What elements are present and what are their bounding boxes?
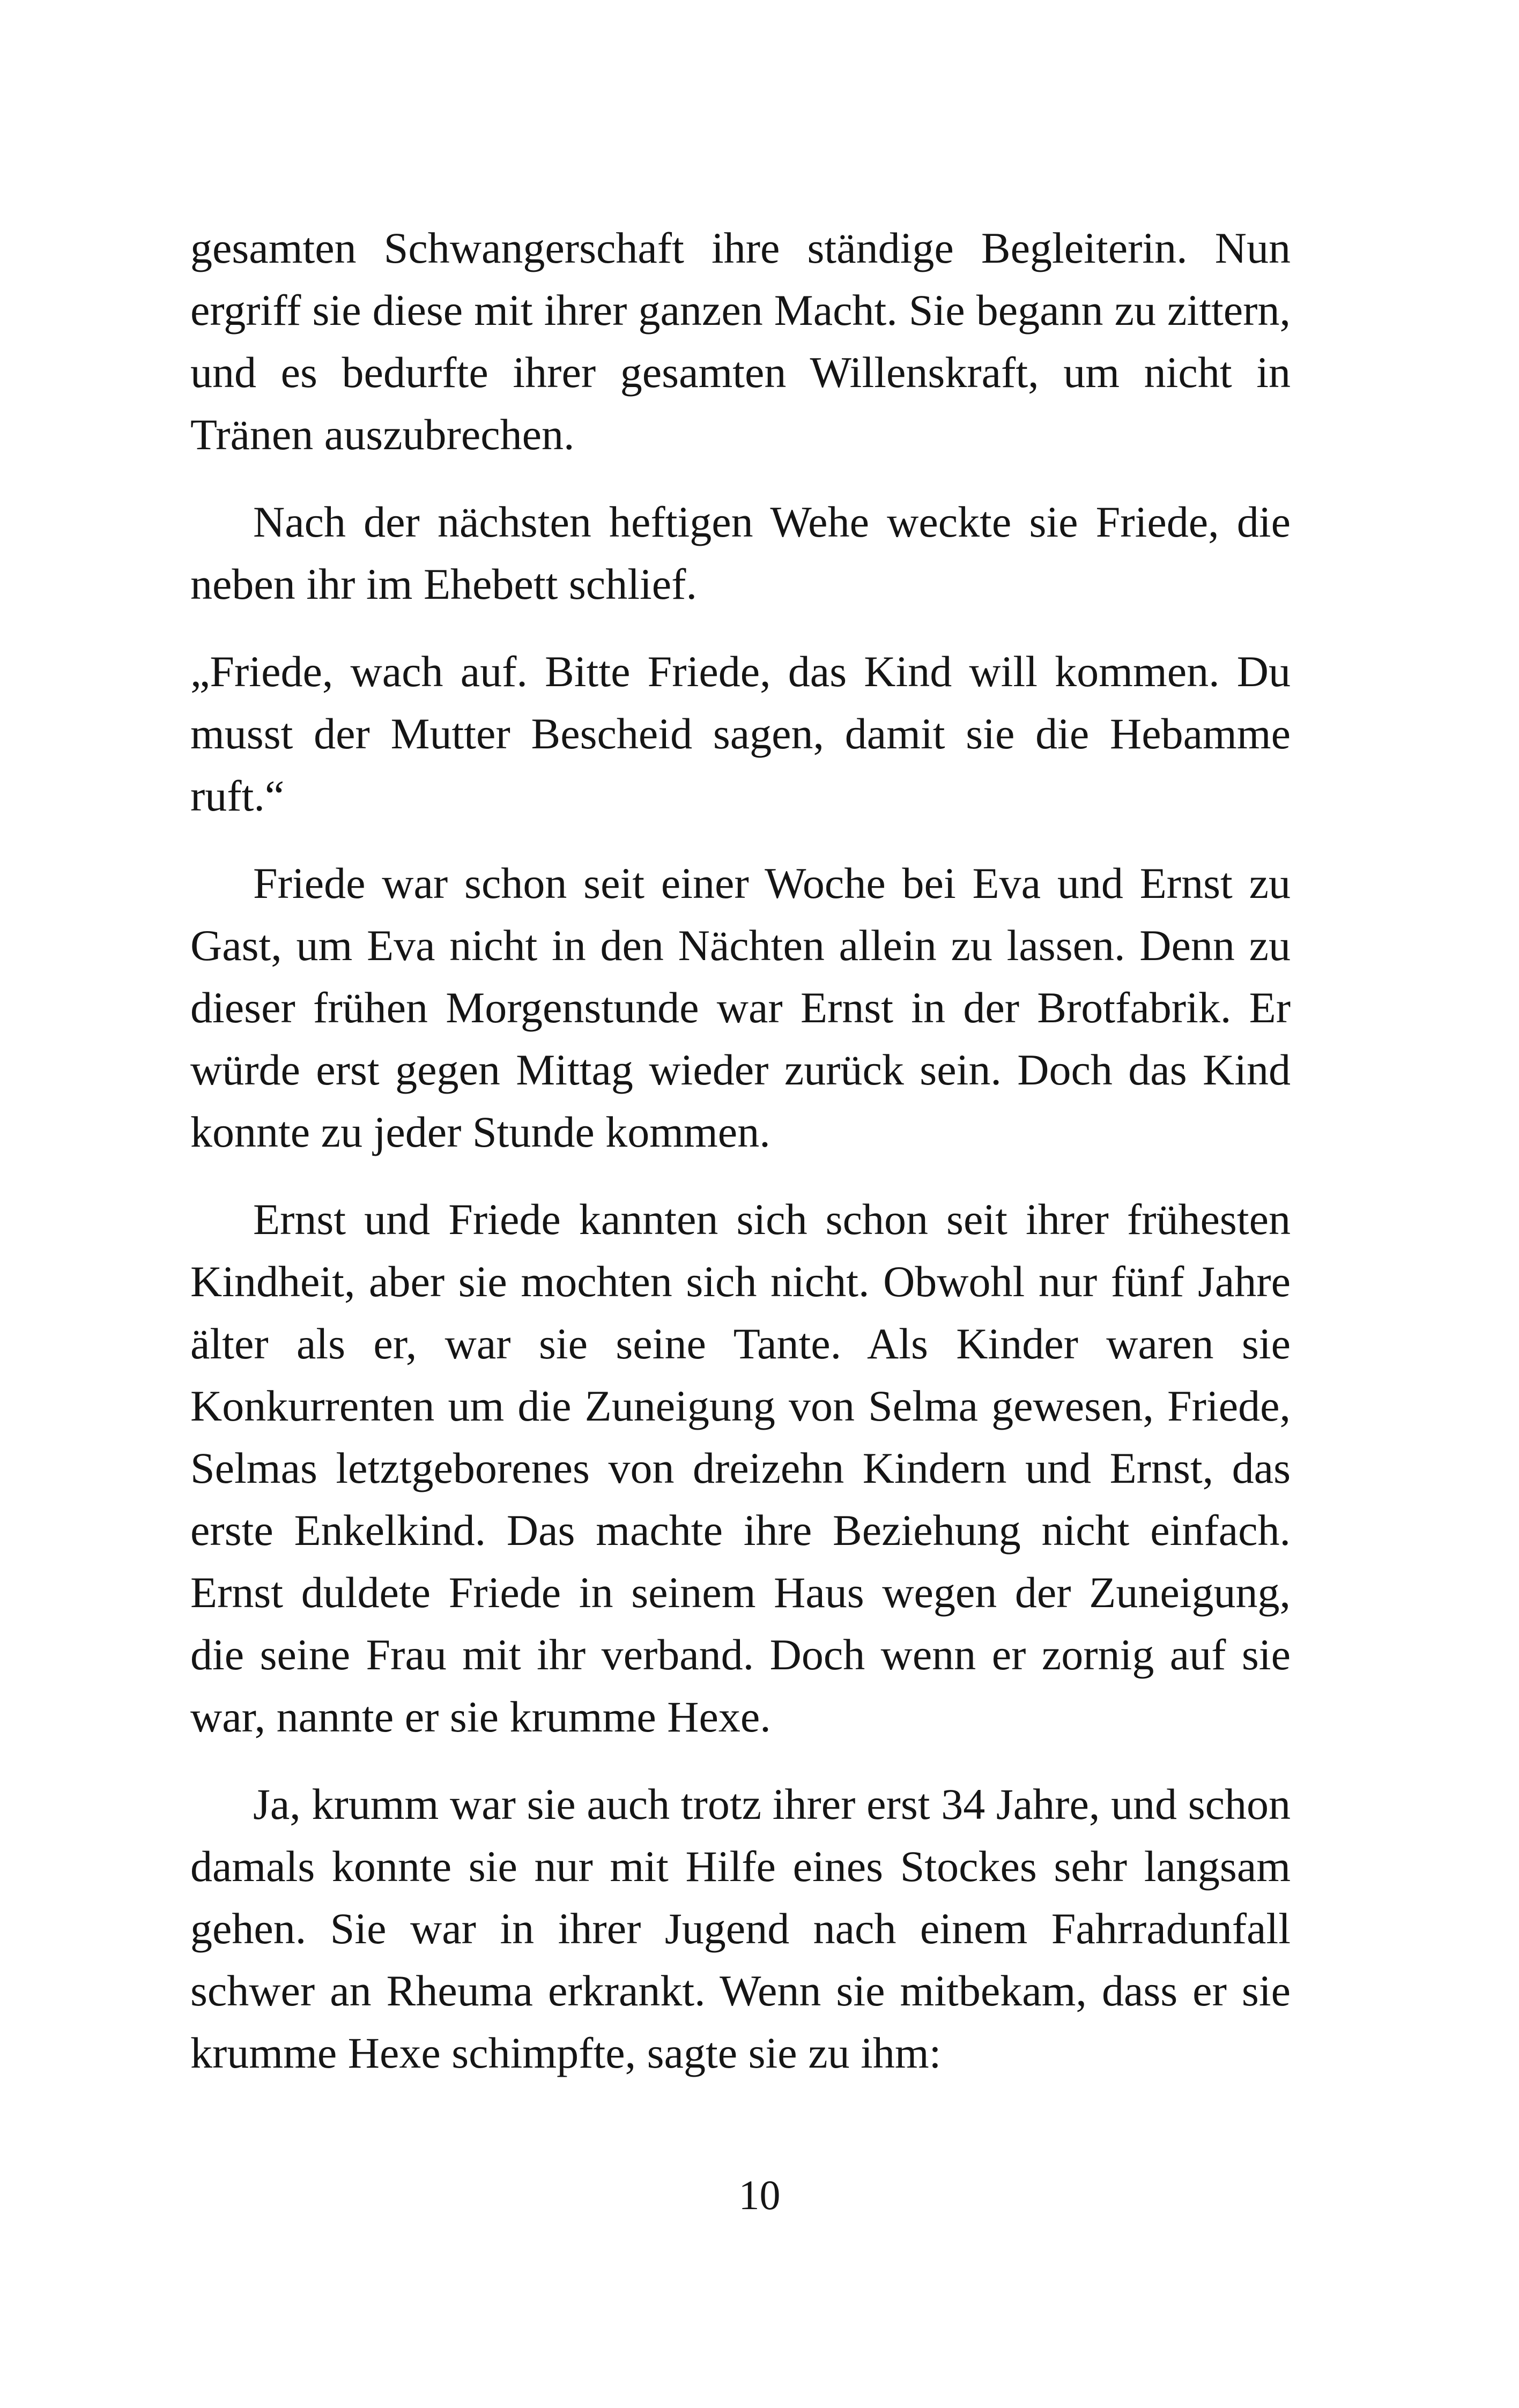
- page-number: 10: [738, 2172, 781, 2218]
- paragraph-6: Ja, krumm war sie auch trotz ihrer erst 34 Jahre, und schon damals konnte sie nur mit Hilfe eines Stockes sehr langsam gehen. Sie war in ihrer Jugend nach einem Fahrradunfall schwer an Rheuma erkrankt. Wenn sie mitbekam, dass er sie krumme Hexe schimpfte, sagte sie zu ihm:: [190, 1780, 1291, 2077]
- paragraph-4: Friede war schon seit einer Woche bei Eva und Ernst zu Gast, um Eva nicht in den Nächten allein zu lassen. Denn zu dieser frühen Morgenstunde war Ernst in der Brotfabrik. Er würde erst gegen Mittag wieder zurück sein. Doch das Kind konnte zu jeder Stunde kommen.: [190, 859, 1291, 1156]
- body-text: [190, 217, 1291, 2109]
- paragraph-5: Ernst und Friede kannten sich schon seit ihrer frühesten Kindheit, aber sie mochten sich nicht. Obwohl nur fünf Jahre älter als er, war sie seine Tante. Als Kinder waren sie Konkurrenten um die Zuneigung von Selma gewesen, Friede, Selmas letztgeborenes von dreizehn Kindern und Ernst, das erste Enkelkind. Das machte ihre Beziehung nicht einfach. Ernst duldete Friede in seinem Haus wegen der Zuneigung, die seine Frau mit ihr verband. Doch wenn er zornig auf sie war, nannte er sie krumme Hexe.: [190, 1195, 1291, 1741]
- paragraph-1: gesamten Schwangerschaft ihre ständige Begleiterin. Nun ergriff sie diese mit ihrer ganzen Macht. Sie begann zu zittern, und es bedurfte ihrer gesamten Willenskraft, um nicht in Tränen auszubrechen.: [190, 224, 1291, 459]
- paragraph-3-dialogue: „Friede, wach auf. Bitte Friede, das Kind will kommen. Du musst der Mutter Bescheid sagen, damit sie die Hebamme ruft.“: [190, 647, 1291, 820]
- paragraph-2: Nach der nächsten heftigen Wehe weckte sie Friede, die neben ihr im Ehebett schlief.: [190, 497, 1291, 608]
